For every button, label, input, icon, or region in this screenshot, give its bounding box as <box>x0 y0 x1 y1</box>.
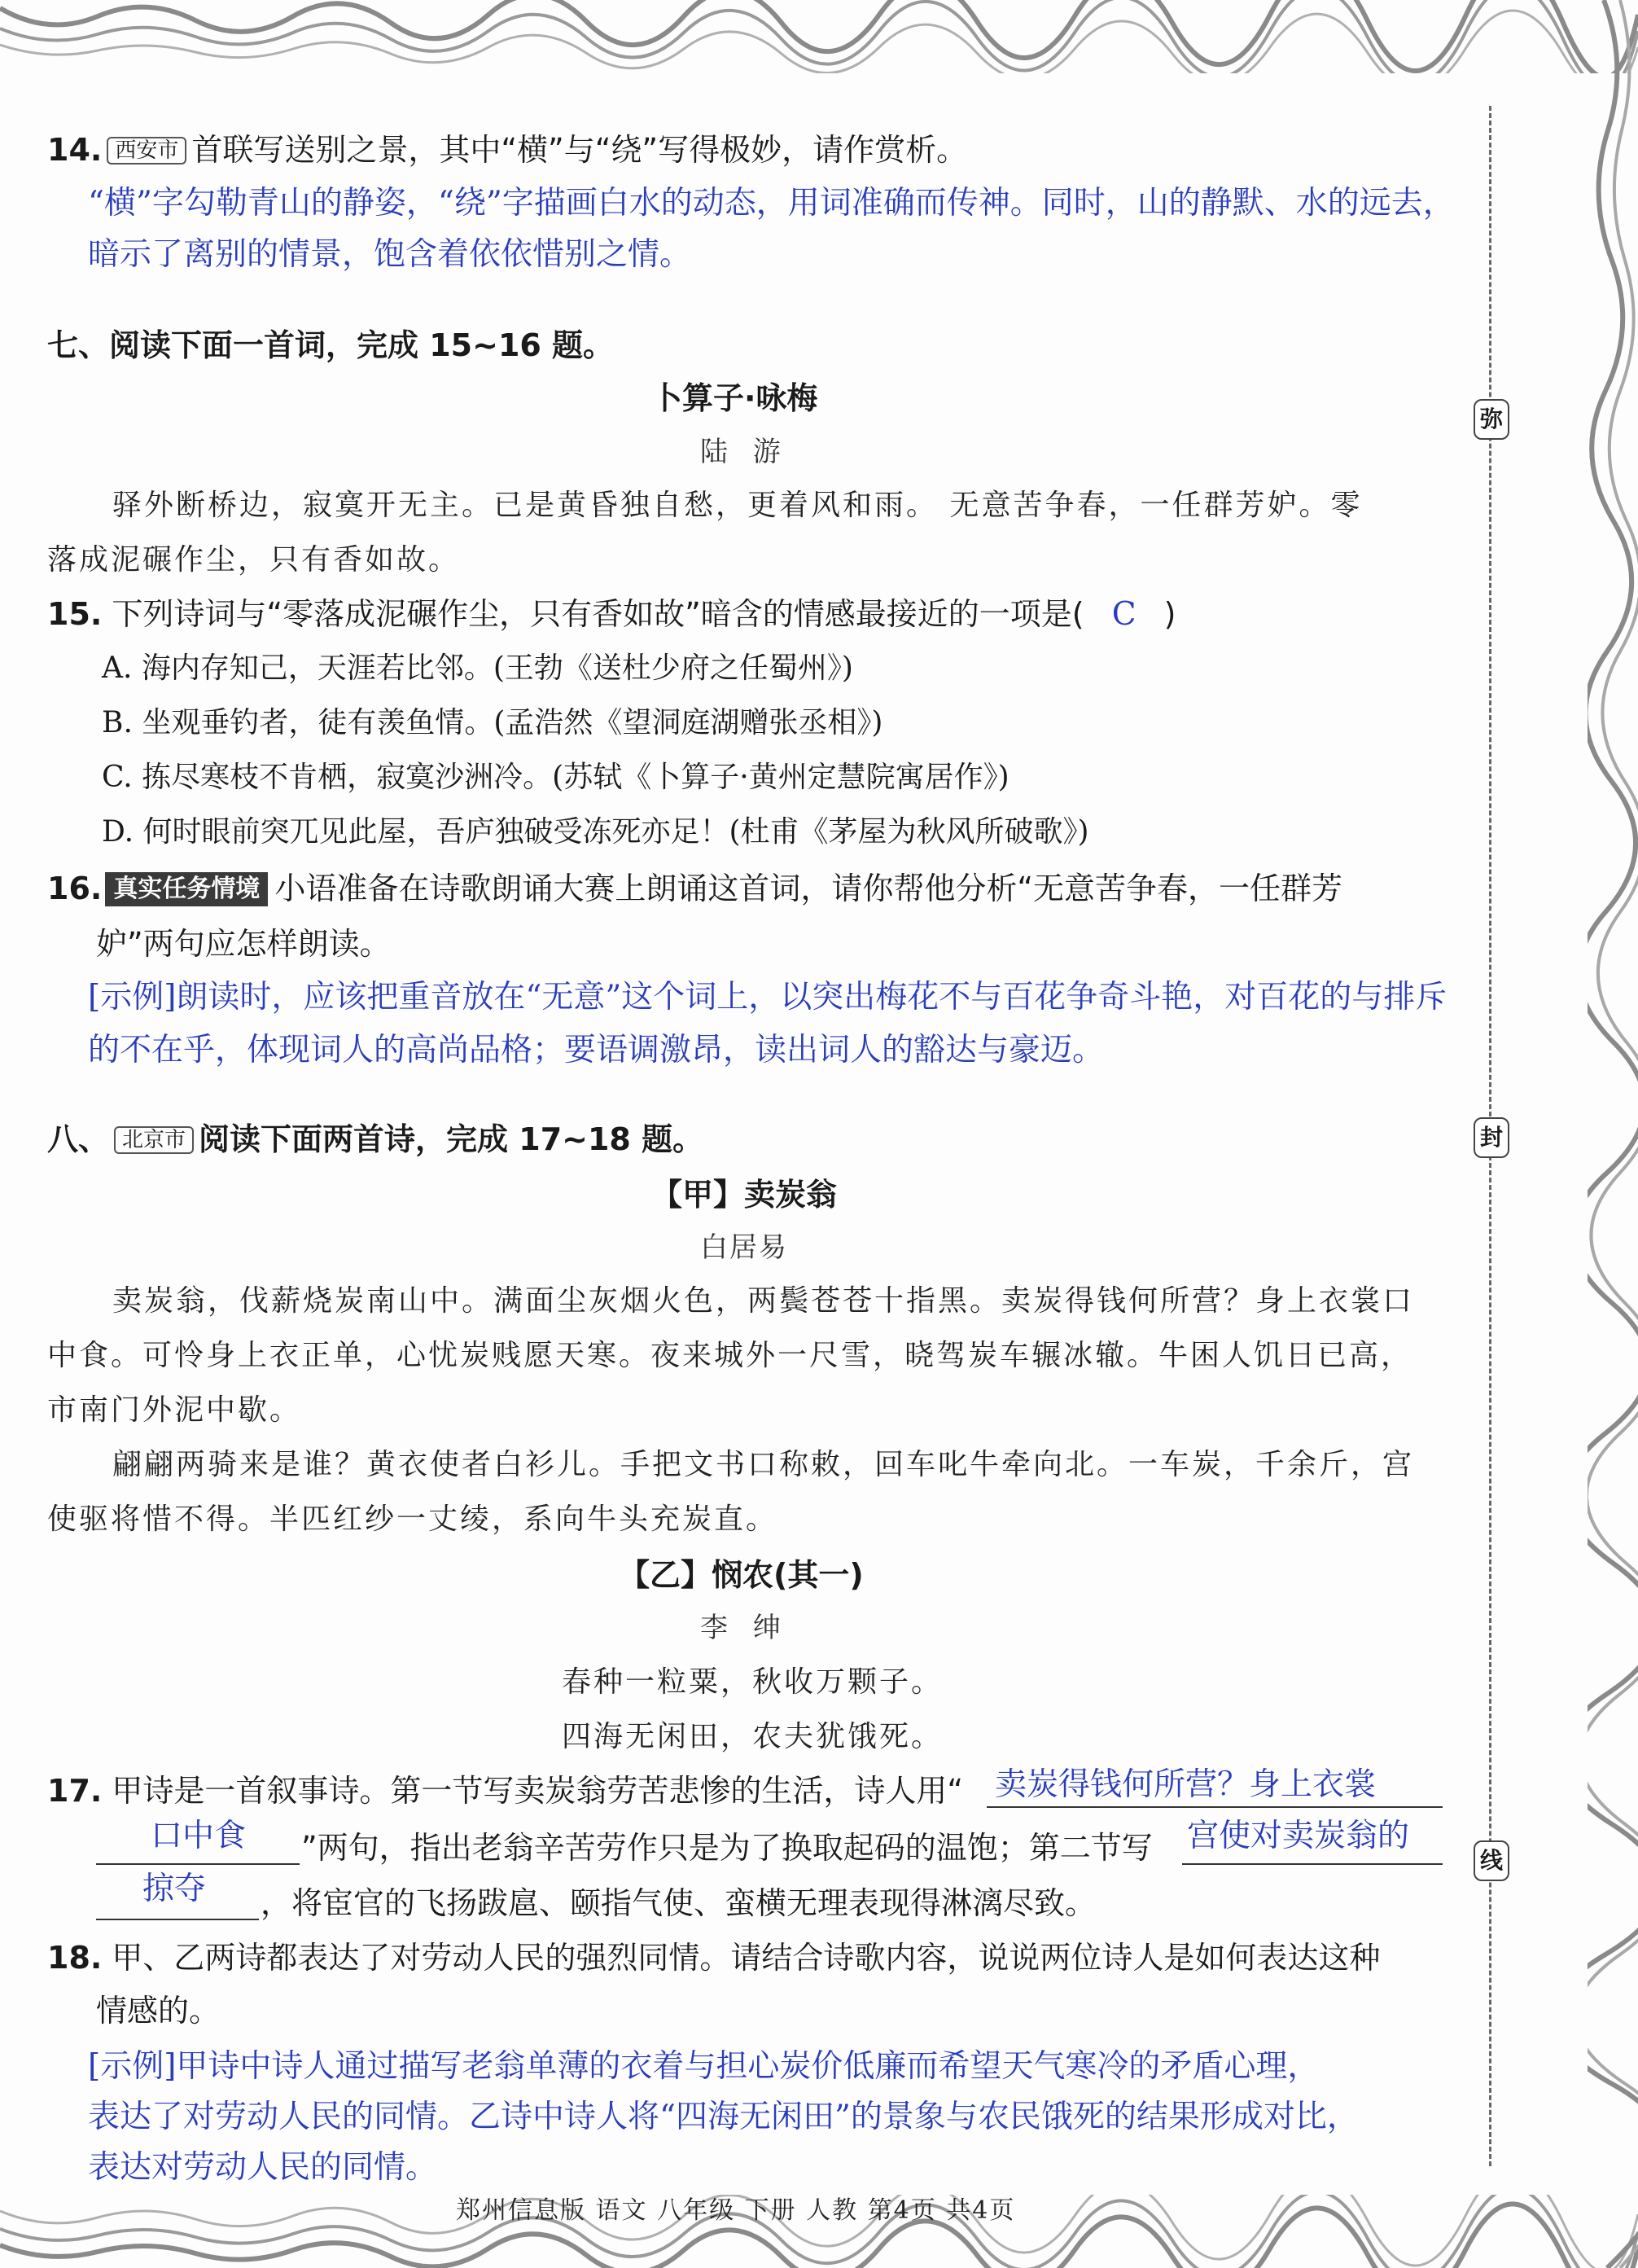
q18-number: 18. <box>47 1940 103 1976</box>
poem-a-line-5: 使驱将惜不得。半匹红纱一丈绫，系向牛头充炭直。 <box>47 1502 778 1536</box>
q14-region-tag: 西安市 <box>107 137 186 165</box>
section-7-heading: 七、阅读下面一首词，完成 15~16 题。 <box>47 327 615 363</box>
q16-prompt-line-1 <box>47 873 1342 909</box>
poem-b-line-1: 春种一粒粟，秋收万颗子。 <box>562 1665 944 1699</box>
poem-b-line-2: 四海无闲田，农夫犹饿死。 <box>562 1720 944 1753</box>
q17-fill-4: 掠夺 <box>142 1871 207 1907</box>
poem-b-title: 【乙】悯农(其一) <box>619 1557 864 1593</box>
section-8-heading <box>47 1121 704 1157</box>
q17-line-1 <box>47 1773 964 1809</box>
q17-fill-2: 口中食 <box>151 1818 247 1854</box>
q14-answer-line-1: “横”字勾勒青山的静姿，“绕”字描画白水的动态，用词准确而传神。同时，山的静默、水的远去， <box>88 185 1455 222</box>
q15-option-c: C. 拣尽寒枝不肯栖，寂寞沙洲冷。(苏轼《卜算子·黄州定慧院寓居作》) <box>102 761 1010 794</box>
poem-a-line-3: 市南门外泥中歇。 <box>47 1393 302 1427</box>
q16-text-1: 小语准备在诗歌朗诵大赛上朗诵这首词，请你帮他分析“无意苦争春，一任群芳 <box>274 871 1343 906</box>
q17-text-c: ，将宦官的飞扬跋扈、颐指气使、蛮横无理表现得淋漓尽致。 <box>261 1885 1097 1921</box>
q16-answer-line-1: [示例]朗读时，应该把重音放在“无意”这个词上，以突出梅花不与百花争奇斗艳，对百花的与排斥 <box>88 979 1447 1016</box>
q15-option-a: A. 海内存知己，天涯若比邻。(王勃《送杜少府之任蜀州》) <box>102 651 853 685</box>
q17-number: 17. <box>47 1773 103 1809</box>
q18-text-1: 甲、乙两诗都表达了对劳动人民的强烈同情。请结合诗歌内容，说说两位诗人是如何表达这种 <box>112 1940 1381 1976</box>
q17-fill-1: 卖炭得钱何所营？身上衣裳 <box>995 1766 1377 1803</box>
q18-prompt-line-1 <box>47 1940 1381 1976</box>
poem-a-title: 【甲】卖炭翁 <box>651 1177 838 1213</box>
poem-b-author: 李 绅 <box>700 1612 789 1644</box>
side-mark-xian: 线 <box>1474 1840 1509 1881</box>
q15-option-d: D. 何时眼前突兀见此屋，吾庐独破受冻死亦足！(杜甫《茅屋为秋风所破歌》) <box>102 815 1089 849</box>
q15-close-paren: ) <box>1163 596 1176 632</box>
section-8-region-tag: 北京市 <box>114 1126 194 1154</box>
q16-number: 16. <box>47 871 103 906</box>
poem-a-line-4: 翩翩两骑来是谁？黄衣使者白衫儿。手把文书口称敕，回车叱牛牵向北。一车炭，千余斤，宫 <box>112 1448 1415 1481</box>
side-mark-mi: 弥 <box>1474 399 1509 440</box>
poem-1-line-1: 驿外断桥边，寂寞开无主。已是黄昏独自愁，更着风和雨。 无意苦争春，一任群芳妒。零 <box>112 489 1363 522</box>
poem-1-title: 卜算子·咏梅 <box>651 380 818 416</box>
q17-fill-3: 宫使对卖炭翁的 <box>1187 1818 1410 1854</box>
q17-text-b: ”两句，指出老翁辛苦劳作只是为了换取起码的温饱；第二节写 <box>301 1830 1153 1866</box>
q16-prompt-line-2: 妒”两句应怎样朗读。 <box>96 926 391 962</box>
q18-prompt-line-2: 情感的。 <box>96 1993 221 2029</box>
q18-answer-line-3: 表达对劳动人民的同情。 <box>88 2149 438 2186</box>
poem-1-author: 陆 游 <box>700 436 789 468</box>
q18-answer-line-2: 表达了对劳动人民的同情。乙诗中诗人将“四海无闲田”的景象与农民饿死的结果形成对比， <box>88 2099 1359 2135</box>
q15-answer: C <box>1111 596 1137 633</box>
poem-a-author: 白居易 <box>700 1231 788 1264</box>
q15-number: 15. <box>47 596 103 632</box>
q17-text-a: 甲诗是一首叙事诗。第一节写卖炭翁劳苦悲惨的生活，诗人用“ <box>112 1773 964 1809</box>
poem-a-line-2: 中食。可怜身上衣正单，心忧炭贱愿天寒。夜来城外一尺雪，晓驾炭车辗冰辙。牛困人饥日已高， <box>47 1339 1413 1372</box>
side-mark-feng: 封 <box>1474 1117 1509 1158</box>
q14-text: 首联写送别之景，其中“横”与“绕”写得极妙，请作赏析。 <box>191 132 968 168</box>
poem-a-line-1: 卖炭翁，伐薪烧炭南山中。满面尘灰烟火色，两鬓苍苍十指黑。卖炭得钱何所营？身上衣裳口 <box>112 1284 1415 1318</box>
q18-answer-line-1: [示例]甲诗中诗人通过描写老翁单薄的衣着与担心炭价低廉而希望天气寒冷的矛盾心理， <box>88 2048 1320 2085</box>
q15-prompt <box>47 596 1176 633</box>
q14-prompt <box>47 134 967 168</box>
q16-answer-line-2: 的不在乎，体现词人的高尚品格；要语调激昂，读出词人的豁达与豪迈。 <box>88 1032 1105 1068</box>
q15-option-b: B. 坐观垂钓者，徒有羡鱼情。(孟浩然《望洞庭湖赠张丞相》) <box>102 706 883 739</box>
q16-task-badge: 真实任务情境 <box>105 872 268 906</box>
q14-number: 14. <box>47 132 103 168</box>
q14-answer-line-2: 暗示了离别的情景，饱含着依依惜别之情。 <box>88 236 692 273</box>
section-8-heading-text: 阅读下面两首诗，完成 17~18 题。 <box>199 1121 704 1157</box>
q15-text: 下列诗词与“零落成泥碾作尘，只有香如故”暗含的情感最接近的一项是( <box>112 596 1084 632</box>
section-8-prefix: 八、 <box>47 1121 110 1157</box>
page-footer: 郑州信息版 语文 八年级 下册 人教 第4页 共4页 <box>456 2196 1016 2225</box>
poem-1-line-2: 落成泥碾作尘，只有香如故。 <box>47 543 461 577</box>
